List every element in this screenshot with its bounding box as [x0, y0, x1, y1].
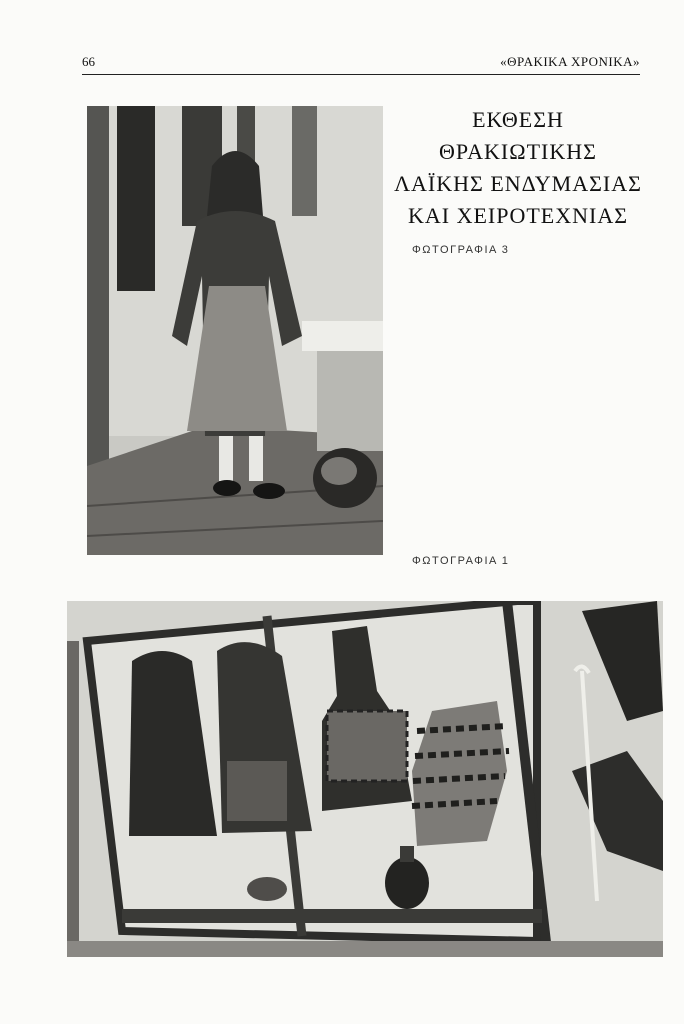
article-title — [390, 104, 646, 232]
photo-display-case-image — [67, 601, 663, 957]
photo-display-case — [67, 601, 663, 957]
photo-costume-mannequin — [87, 106, 383, 555]
article-title-line-3: ΚΑΙ ΧΕΙΡΟΤΕΧΝΙΑΣ — [407, 203, 629, 228]
article-title-line-1: ΕΚΘΕΣΗ ΘΡΑΚΙΩΤΙΚΗΣ — [439, 107, 597, 164]
caption-photo-3: ΦΩΤΟΓΡΑΦΙΑ 3 — [412, 244, 510, 256]
page-number: 66 — [82, 54, 95, 69]
header-rule — [82, 74, 640, 75]
photo-costume-mannequin-image — [87, 106, 383, 555]
running-head: «ΘΡΑΚΙΚΑ ΧΡΟΝΙΚΑ» — [500, 54, 640, 69]
caption-photo-1: ΦΩΤΟΓΡΑΦΙΑ 1 — [412, 555, 510, 567]
article-title-line-2: ΛΑΪΚΗΣ ΕΝΔΥΜΑΣΙΑΣ — [394, 171, 642, 196]
